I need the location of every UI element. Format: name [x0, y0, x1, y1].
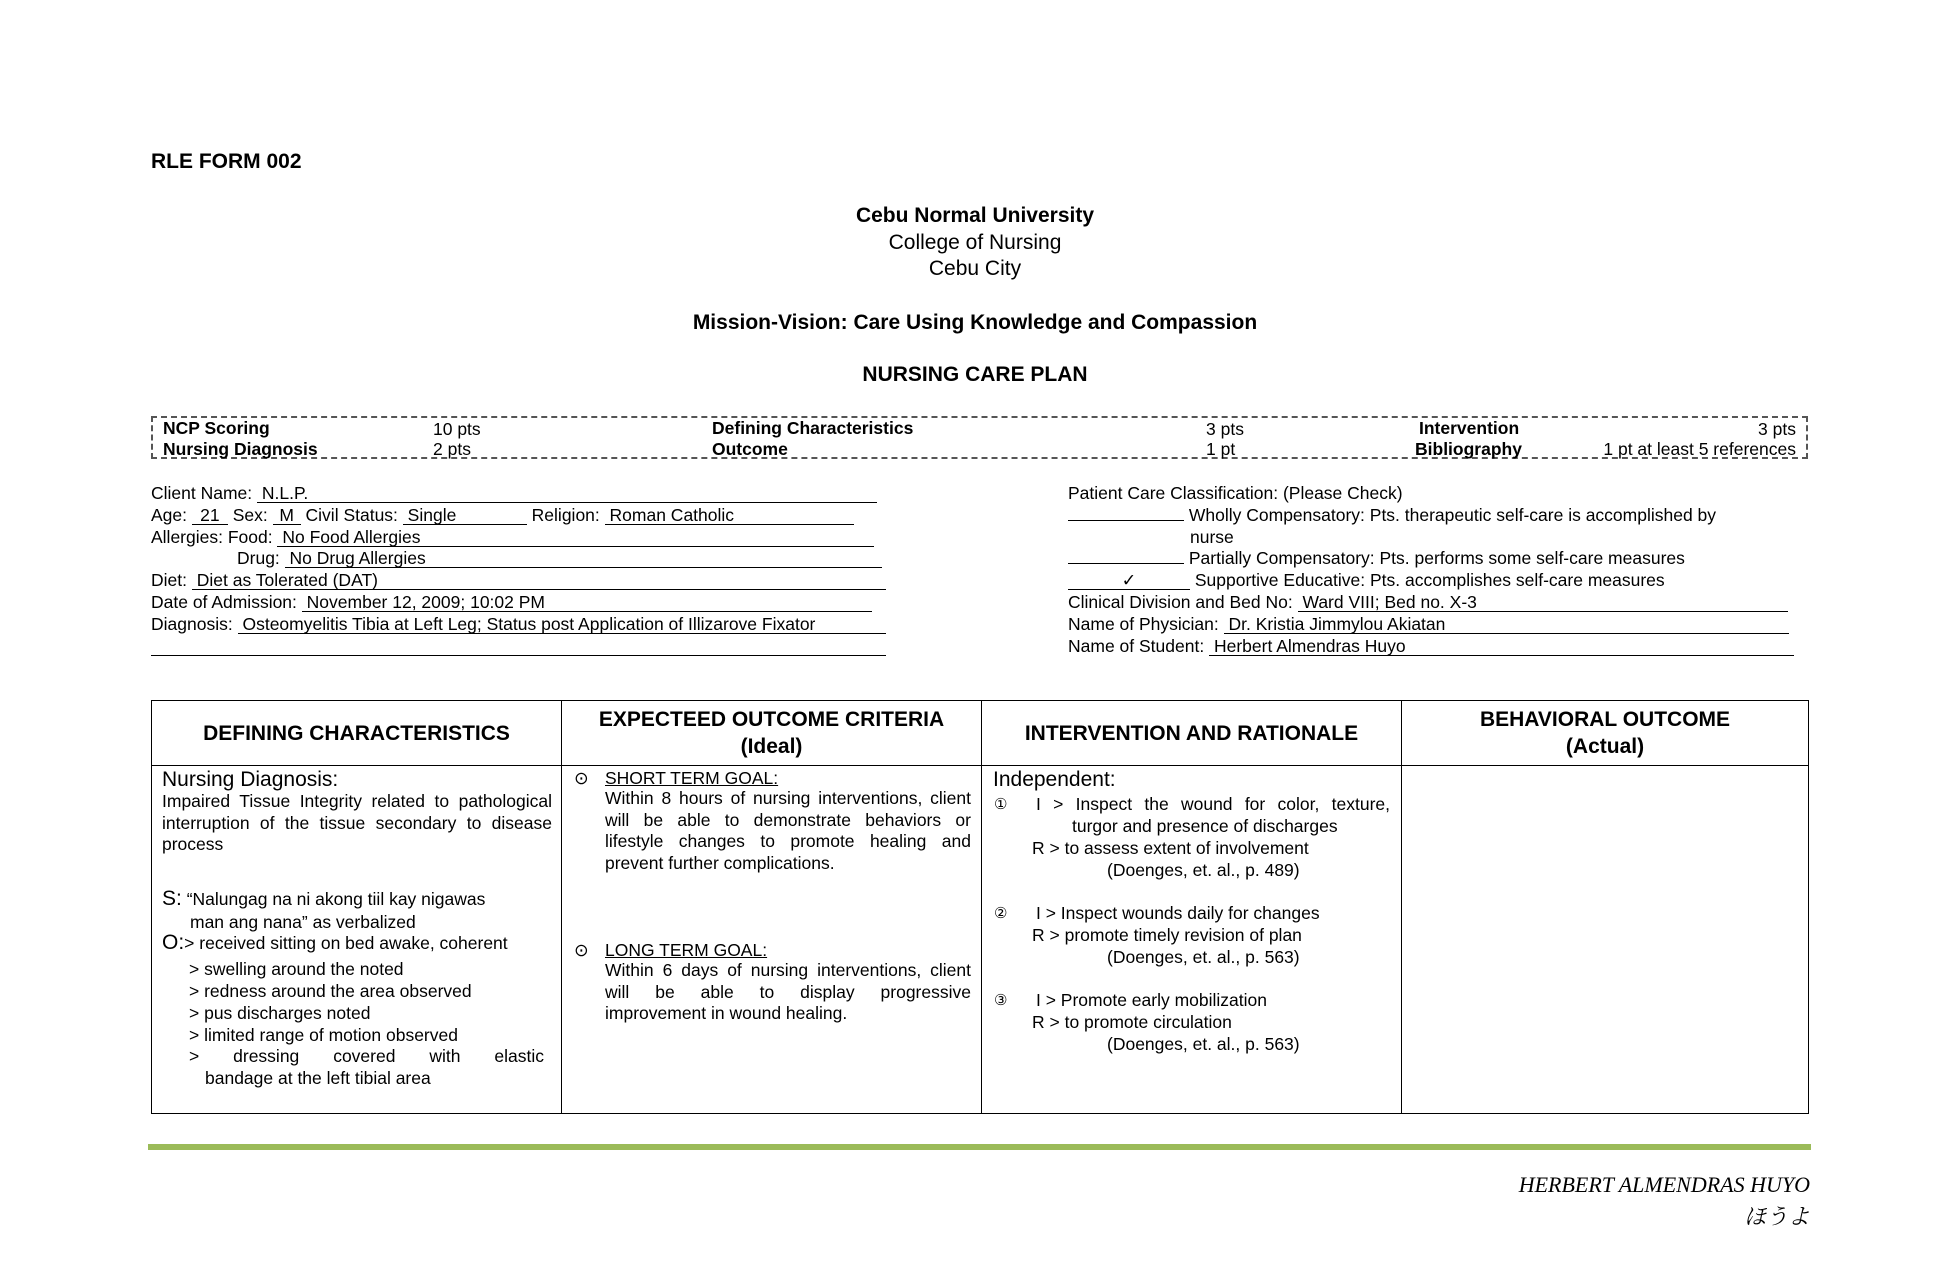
cell-intervention-rationale	[982, 766, 1402, 1114]
intervention-label: Intervention	[1419, 418, 1520, 438]
religion-label: Religion:	[531, 505, 600, 525]
short-goal-title: SHORT TERM GOAL:	[605, 768, 779, 788]
drug-allergies-value: No Drug Allergies	[285, 550, 882, 568]
ncp-scoring-label: NCP Scoring	[163, 418, 270, 438]
reference-1: (Doenges, et. al., p. 489)	[1107, 860, 1300, 880]
independent-title: Independent:	[993, 768, 1116, 791]
drug-allergies-row	[237, 548, 882, 569]
rationale-3: R > to promote circulation	[1032, 1012, 1232, 1032]
ncp-scoring-pts: 10 pts	[433, 419, 481, 439]
reference-3: (Doenges, et. al., p. 563)	[1107, 1034, 1300, 1054]
header-intervention-rationale: INTERVENTION AND RATIONALE	[982, 701, 1402, 766]
scoring-box	[151, 416, 1808, 459]
drug-allergies-label: Drug:	[237, 548, 280, 568]
admission-label: Date of Admission:	[151, 592, 297, 612]
page-title: NURSING CARE PLAN	[862, 363, 1088, 386]
cell-behavioral-outcome	[1402, 766, 1809, 1114]
short-goal-text: Within 8 hours of nursing interventions, client will be able to demonstrate behaviors or lifestyle changes to promote healing and prevent further complications.	[605, 788, 971, 873]
partially-compensatory-row	[1068, 548, 1685, 569]
long-goal-title: LONG TERM GOAL:	[605, 940, 768, 960]
partially-compensatory-label: Partially Compensatory: Pts. performs some self-care measures	[1188, 548, 1685, 568]
defining-characteristics-pts: 3 pts	[1206, 419, 1244, 439]
age-value: 21	[192, 507, 228, 525]
header-behavioral-outcome-line2: (Actual)	[1565, 735, 1645, 758]
physician-row	[1068, 614, 1789, 635]
subjective-text-1: “Nalungag na ni akong tiil kay nigawas	[186, 889, 486, 909]
partially-compensatory-check[interactable]	[1068, 563, 1184, 564]
header-expected-outcome-line2: (Ideal)	[740, 735, 803, 758]
objective-label: O:	[162, 931, 185, 954]
student-row	[1068, 636, 1794, 657]
cell-expected-outcome	[562, 766, 982, 1114]
intervention-pts: 3 pts	[1758, 419, 1796, 439]
physician-label: Name of Physician:	[1068, 614, 1219, 634]
religion-value: Roman Catholic	[605, 507, 854, 525]
physician-value: Dr. Kristia Jimmylou Akiatan	[1224, 616, 1789, 634]
bibliography-pts: 1 pt at least 5 references	[1603, 439, 1796, 459]
diet-row	[151, 570, 886, 591]
footer-kana: ほうよ	[1743, 1204, 1810, 1229]
objective-line: > dressing covered with elastic	[189, 1046, 544, 1066]
diagnosis-row	[151, 614, 886, 635]
age-label: Age:	[151, 505, 187, 525]
nd-title: Nursing Diagnosis:	[162, 768, 339, 791]
supportive-educative-row	[1068, 570, 1665, 591]
mission-vision: Mission-Vision: Care Using Knowledge and Compassion	[692, 311, 1258, 334]
objective-line: > pus discharges noted	[189, 1003, 371, 1023]
nd-text: Impaired Tissue Integrity related to pathological interruption of the tissue secondary to disease process	[162, 791, 552, 854]
footer-accent-bar	[148, 1144, 1811, 1150]
sex-label: Sex:	[232, 505, 268, 525]
diagnosis-label: Diagnosis:	[151, 614, 233, 634]
item-number-2: ②	[994, 905, 1008, 922]
client-name-value: N.L.P.	[257, 485, 877, 503]
subjective-row	[162, 887, 485, 911]
diagnosis-value: Osteomyelitis Tibia at Left Leg; Status post Application of Illizarove Fixator	[238, 616, 886, 634]
intervention-1: I > Inspect the wound for color, texture,	[1036, 794, 1390, 814]
sex-value: M	[273, 507, 301, 525]
nursing-diagnosis-label: Nursing Diagnosis	[163, 439, 318, 459]
division-row	[1068, 592, 1788, 613]
footer-author-name: HERBERT ALMENDRAS HUYO	[1518, 1172, 1810, 1197]
header-behavioral-outcome	[1402, 701, 1809, 766]
supportive-educative-label: Supportive Educative: Pts. accomplishes self-care measures	[1194, 570, 1665, 590]
client-name-row	[151, 483, 877, 504]
admission-value: November 12, 2009; 10:02 PM	[302, 594, 872, 612]
nursing-care-plan-table	[151, 700, 1809, 1114]
objective-line: > redness around the area observed	[189, 981, 472, 1001]
division-label: Clinical Division and Bed No:	[1068, 592, 1293, 612]
header-behavioral-outcome-line1: BEHAVIORAL OUTCOME	[1479, 708, 1731, 731]
cell-defining-characteristics	[152, 766, 562, 1114]
student-value: Herbert Almendras Huyo	[1209, 638, 1794, 656]
header-expected-outcome	[562, 701, 982, 766]
subjective-text-2: man ang nana” as verbalized	[190, 912, 416, 932]
outcome-pts: 1 pt	[1206, 439, 1236, 459]
food-allergies-row	[151, 527, 874, 548]
item-number-1: ①	[994, 796, 1008, 813]
supportive-educative-check[interactable]: ✓	[1068, 572, 1190, 590]
objective-row	[162, 931, 508, 955]
rationale-2: R > promote timely revision of plan	[1032, 925, 1302, 945]
university-name: Cebu Normal University	[855, 204, 1095, 227]
city-name: Cebu City	[928, 257, 1022, 280]
blank-line	[151, 655, 886, 656]
bibliography-label: Bibliography	[1415, 439, 1522, 459]
food-allergies-value: No Food Allergies	[277, 529, 874, 547]
form-code: RLE FORM 002	[151, 150, 302, 173]
nursing-diagnosis-pts: 2 pts	[433, 439, 471, 459]
wholly-compensatory-cont: nurse	[1190, 527, 1234, 547]
client-name-label: Client Name:	[151, 483, 253, 503]
rationale-1: R > to assess extent of involvement	[1032, 838, 1309, 858]
intervention-2: I > Inspect wounds daily for changes	[1036, 903, 1320, 923]
wholly-compensatory-label: Wholly Compensatory: Pts. therapeutic self-care is accomplished by	[1188, 505, 1717, 525]
civil-status-value: Single	[403, 507, 527, 525]
header-defining-characteristics: DEFINING CHARACTERISTICS	[152, 701, 562, 766]
food-allergies-label: Allergies: Food:	[151, 527, 273, 547]
objective-line: > swelling around the noted	[189, 959, 404, 979]
outcome-label: Outcome	[712, 439, 788, 459]
long-goal-text: Within 6 days of nursing interventions, client will be able to display progressive improvement in wound healing.	[605, 960, 971, 1023]
wholly-compensatory-row	[1068, 505, 1716, 526]
diet-value: Diet as Tolerated (DAT)	[192, 572, 886, 590]
college-name: College of Nursing	[888, 231, 1062, 254]
objective-line-last: bandage at the left tibial area	[205, 1068, 431, 1088]
objective-line: > limited range of motion observed	[189, 1025, 458, 1045]
division-value: Ward VIII; Bed no. X-3	[1298, 594, 1788, 612]
objective-line: > received sitting on bed awake, coherent	[184, 933, 508, 953]
subjective-label: S:	[162, 887, 182, 910]
classification-title: Patient Care Classification: (Please Check)	[1068, 483, 1403, 503]
long-goal-bullet: ⊙	[574, 940, 589, 960]
item-number-3: ③	[994, 992, 1008, 1009]
diet-label: Diet:	[151, 570, 187, 590]
admission-row	[151, 592, 872, 613]
header-expected-outcome-line1: EXPECTEED OUTCOME CRITERIA	[598, 708, 945, 731]
defining-characteristics-label: Defining Characteristics	[712, 418, 914, 438]
intervention-1-cont: turgor and presence of discharges	[1072, 816, 1338, 836]
reference-2: (Doenges, et. al., p. 563)	[1107, 947, 1300, 967]
age-row	[151, 505, 854, 526]
intervention-3: I > Promote early mobilization	[1036, 990, 1268, 1010]
short-goal-bullet: ⊙	[574, 768, 589, 788]
civil-status-label: Civil Status:	[305, 505, 398, 525]
student-label: Name of Student:	[1068, 636, 1205, 656]
wholly-compensatory-check[interactable]	[1068, 520, 1184, 521]
